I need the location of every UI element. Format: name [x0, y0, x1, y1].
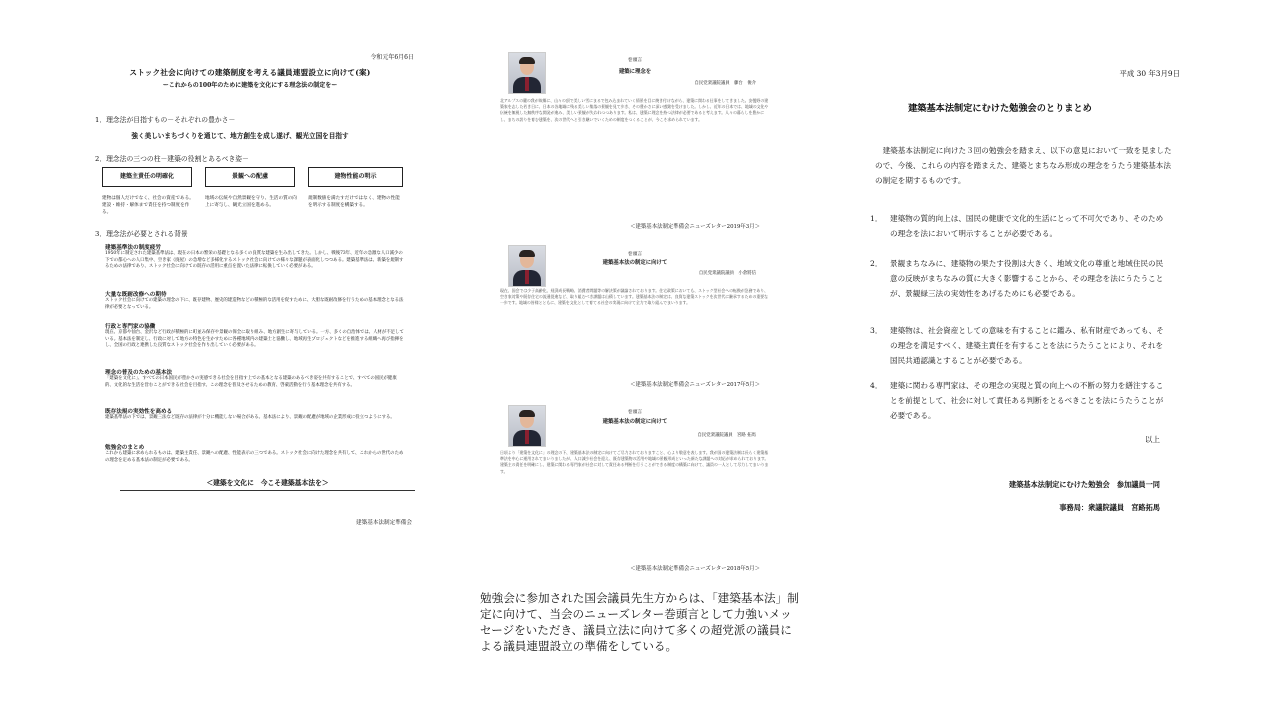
right-document — [840, 58, 1200, 528]
article-source: ＜建築基本法制定準備会ニューズレター2019年3月＞ — [630, 224, 760, 230]
summary-item-number: 3． — [870, 326, 883, 335]
subsection-body: 現在、京都や仙台、金沢など行政が積極的に町並み保存や景観の保全に取り組み、地方創生に寄与している。一方、多くの自治体では、人材が不足している。基本法を制定し、行政に対して地方の特色を生かすために各種地域内の建築士と協働し、地域再生プロジェクトなどを推進する組織へ再び指揮をし、全国の行政と連携した良質なストック社会を作り出していく必要がある。 — [105, 330, 404, 349]
article-author: 自民党衆議院議員 宮路 拓馬 — [697, 433, 756, 438]
summary-item-text: 建築に関わる専門家は、その理念の実現と質の向上への不断の努力を繕注することを前提として、社会に対して責任ある判断をとるべきことを法にうたうことが必要である。 — [890, 381, 1164, 420]
article-title: 建築に理念を — [618, 69, 652, 75]
article-title: 建築基本法の制定に向けて — [602, 419, 668, 425]
subsection-heading: 理念の普及のための基本法 — [105, 370, 173, 376]
summary-item-number: 2． — [870, 259, 883, 268]
article-author: 自民党衆議院議員 藤台 俊介 — [694, 81, 756, 86]
article-kicker: 巻頭言 — [627, 252, 643, 257]
section-1-heading: 1．理念法が目指すもの－それぞれの豊かさ－ — [95, 116, 236, 124]
section-2-heading: 2．理念法の三つの柱－建築の役割とあるべき姿－ — [95, 155, 249, 163]
pillar-desc-3: 規制数値を満たすだけではなく、建物の性能を明示する制度を構築する。 — [308, 196, 400, 208]
article-author: 自民党衆議院議員 小倉將信 — [698, 271, 756, 276]
section-1-lead: 強く美しいまちづくりを通じて、地方創生を成し遂げ、観光立国を目指す — [131, 132, 349, 140]
section-3-heading: 3．理念法が必要とされる背景 — [95, 230, 188, 238]
summary-item-number: 1． — [870, 214, 883, 223]
left-doc-banner: ＜建築を文化に 今こそ建築基本法を＞ — [120, 477, 415, 491]
signature-participants: 建築基本法制定にむけた勉強会 参加議員一同 — [1009, 480, 1160, 489]
left-doc-date: 令和元年6月6日 — [370, 54, 414, 61]
pillar-desc-1: 建物は個人だけでなく、社会の資産である。建設・維持・解体まで責任を持つ制度を作る。 — [102, 196, 194, 215]
caption-text: 勉強会に参加された国会議員先生方からは、「建築基本法」制定に向けて、当会のニューズレター巻頭言として力強いメッセージをいただき、議員立法に向けて多くの超党派の議員による議員連盟設立の準備をしている。 — [480, 591, 799, 653]
subsection-heading: 勉強会のまとめ — [105, 445, 145, 451]
left-doc-subtitle: ーこれからの100年のために建築を文化にする理念法の制定をー — [162, 82, 338, 89]
summary-item-text: 建築物の質的向上は、国民の健康で文化的生活にとって不可欠であり、そのための理念を法において明示することが必要である。 — [890, 214, 1164, 238]
summary-item-1 — [870, 211, 1170, 241]
left-doc-title: ストック社会に向けての建築制度を考える議員連盟設立に向けて(案) — [129, 68, 371, 77]
summary-item-4 — [870, 378, 1170, 423]
article-body: 北アルプスの麓の我が故郷に、山々の頂で美しい雪にまるで包み込まれていく情景を目に焼き付けながら、建築に関わる仕事をしてきました。安曇野の建築家を志した若き日に、日本の各地域に残る美しい集落の景観を見て歩き、その豊かさに深い感銘を受けました。しかし、近年の日本では、地域の文化や伝統を無視した無秩序な開発が進み、美しい景観が失われつつあります。私は、建築に理念を持つ法律が必要であると考えます。人々の暮らしを豊かにし、まちの誇りを育む建築を、次の世代へと引き継いでいくための制度をつくることが、今こそ求められています。 — [500, 98, 769, 122]
summary-item-text: 景観まちなみに、建築物の果たす役割は大きく、地域文化の尊重と地域住民の民意の反映がまちなみの質に大きく影響することから、その理念を法にうたうことが、景観緑三法の実効性をあげるためにも必要である。 — [890, 259, 1164, 298]
subsection-heading: 行政と専門家の協働 — [105, 324, 156, 330]
pillar-box-3: 建物性能の明示 — [308, 167, 403, 187]
article-body: 日頃より「建築を文化に」の理念の下、建築基本法の制定に向けてご尽力されておりますこと、心より敬意を表します。我が国の建築法制は長らく建築基準法を中心に運用されてまいりましたが、人口減少社会を迎え、既存建築物の活用や地域の景観形成といった新たな課題への対応が求められております。建築主の責任を明確にし、建築に関わる専門家が社会に対して責任ある判断を行うことができる制度の構築に向けて、議員の一人として尽力してまいります。 — [500, 450, 769, 474]
summary-item-number: 4． — [870, 381, 883, 390]
subsection-heading: 既存法規の実効性を高める — [105, 409, 173, 415]
right-doc-title: 建築基本法制定にむけた勉強会のとりまとめ — [908, 103, 1092, 114]
subsection-body: 1950年に制定された建築基準法は、現在の日本の繁栄の基礎となる多くの良質な建築を生み出してきた。しかし、戦後73年、近年の急激な人口減少の下での都心への人口集中、空き家（廃屋）の急増など多様化するストック社会に向けての様々な課題が表面化しつつある。建築基準法は、新築を規制するための法律であり、ストック社会に向けての既存の活用に重点を置いた法律に転換していく必要がある。 — [105, 251, 404, 270]
article-title: 建築基本法の制定に向けて — [602, 260, 668, 266]
subsection-body: 「建築を文化に」、すべての日本国民が豊かさの実感できる社会を目指す上での基本となる建築のあるべき姿を共有することで、すべての国民が健康的、文化的な生活を営むことができる社会を目指す。この理念を普及させるための教育、啓蒙活動を行う基本理念を共有する。 — [105, 376, 397, 388]
subsection-heading: 建築基準法の制度疲労 — [105, 245, 161, 251]
summary-item-text: 建築物は、社会資産としての意味を有することに鑑み、私有財産であっても、その理念を満足すべく、建築主責任を有することを法にうたうことにより、それを国民共通認識とすることが必要である。 — [890, 326, 1164, 365]
summary-item-2 — [870, 256, 1170, 301]
pillar-box-2: 景観への配慮 — [205, 167, 295, 187]
signature-secretariat: 事務局：衆議院議員 宮路拓馬 — [1059, 503, 1160, 512]
right-doc-date: 平成 30 年3月9日 — [1119, 69, 1180, 78]
closing-mark: 以上 — [1144, 435, 1160, 444]
right-doc-intro: 建築基本法制定に向けた３回の勉強会を踏まえ、以下の意見において一致を見ましたので、今後、これらの内容を踏まえた、建築とまちなみ形成の理念をうたう建築基本法の制定を期するものです。 — [875, 146, 1172, 185]
summary-item-3 — [870, 323, 1170, 368]
article-kicker: 巻頭言 — [627, 58, 643, 63]
article-body: 現在、国会では少子高齢化、経済成長戦略、消費者問題等の解決策が議論されております。住宅政策においても、ストック型社会への転換が急務であり、空き家対策や既存住宅の流通促進など、取り組むべき課題は山積しています。建築基本法の制定は、良質な建築ストックを次世代に継承するための重要な一歩です。地域の皆様とともに、建築を文化として育てる社会の実現に向けて全力で取り組んでまいります。 — [500, 288, 769, 306]
pillar-box-1: 建築主責任の明確化 — [102, 167, 192, 187]
article-kicker: 巻頭言 — [627, 410, 643, 415]
article-source: ＜建築基本法制定準備会ニューズレター2017年5月＞ — [630, 382, 760, 388]
left-doc-organization: 建築基本法制定準備会 — [356, 520, 412, 526]
subsection-body: これから建築に求められるものは、建築主責任、景観への配慮、性能表示の三つである。ストック社会に向けた理念を共有して、これからの世代のための理念を定める基本法の制定が必要である。 — [105, 451, 404, 463]
subsection-body: ストック社会に向けての建築の理念の下に、既存建物、歴史的建造物などの積極的な活用を促すために、大胆な既耐改修を行うための基本理念となる法律が必要となっている。 — [105, 298, 404, 310]
left-document — [80, 40, 420, 540]
subsection-heading: 大量な既耐改修への期待 — [105, 292, 167, 298]
pillar-desc-2: 地域の伝統や自然景観を守り、生活の質の向上に寄与し、観光立国を進める。 — [205, 196, 297, 208]
article-source: ＜建築基本法制定準備会ニューズレター2018年5月＞ — [630, 566, 760, 572]
middle-document — [490, 40, 780, 580]
subsection-body: 建築基準法の下では、景観三法など既存の法律が十分に機能しない場合がある。基本法により、景観の配慮が地域の企業形成に役立つようにする。 — [105, 415, 395, 420]
